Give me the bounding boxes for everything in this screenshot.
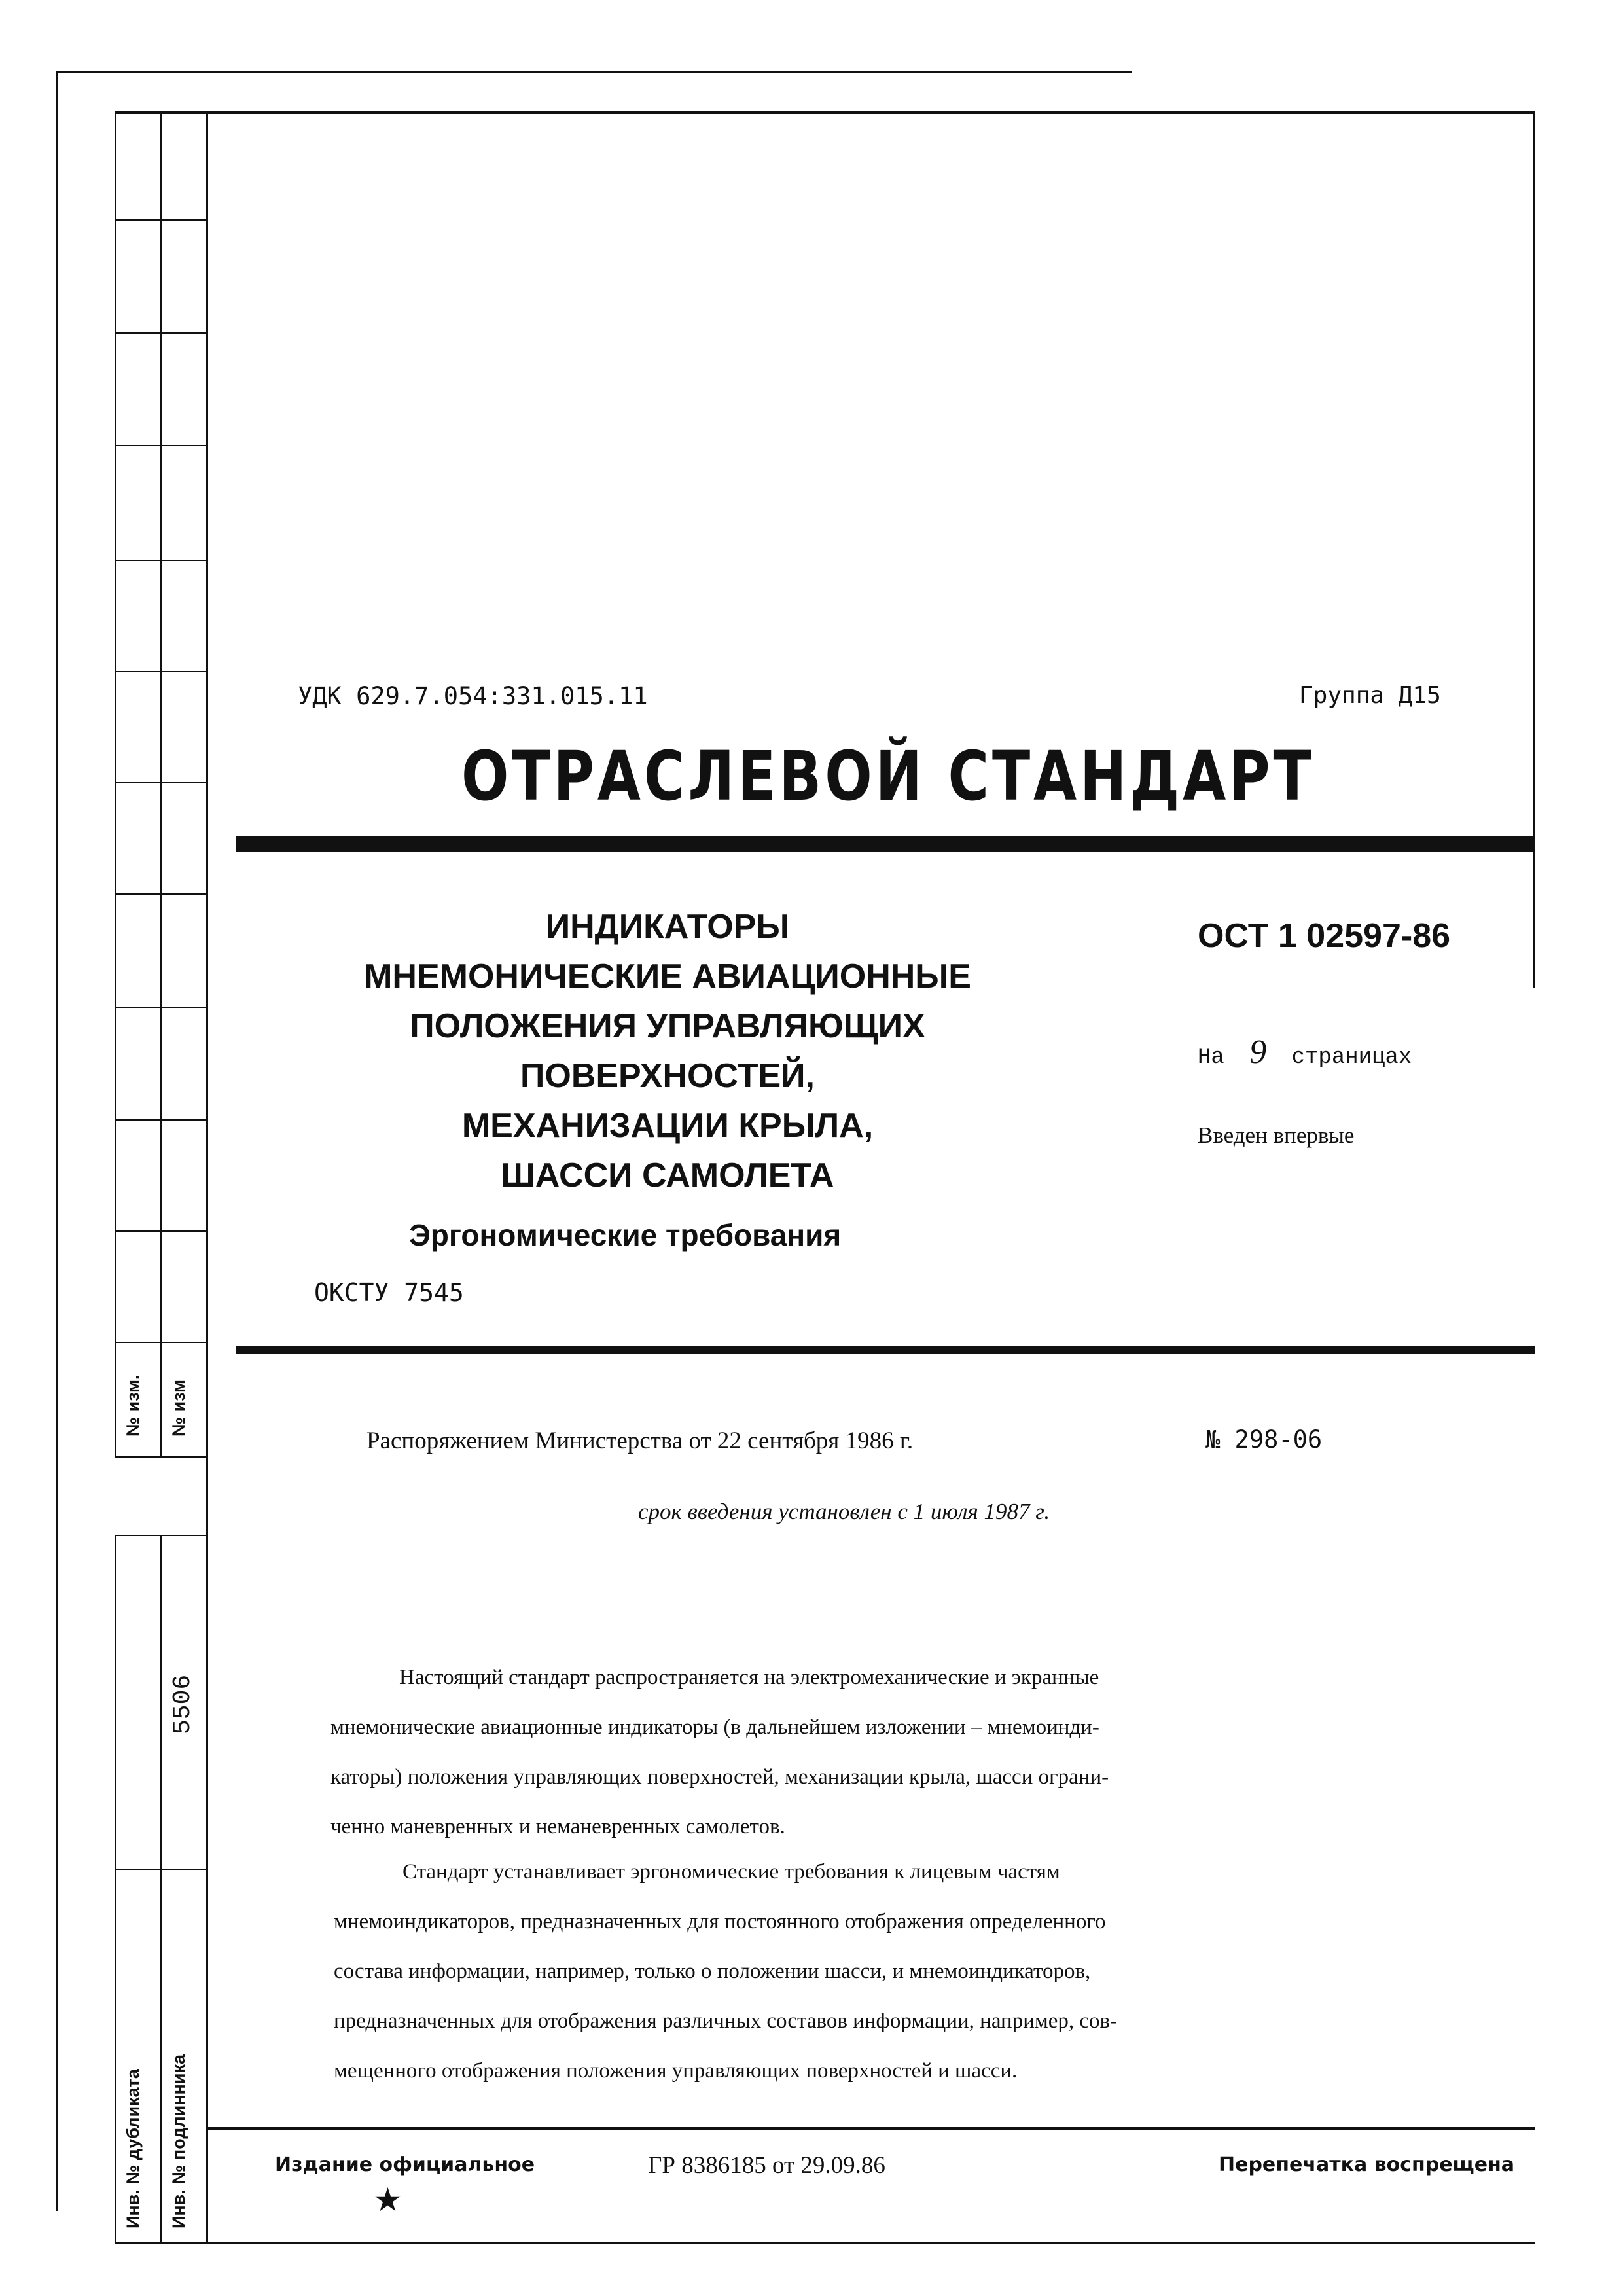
pages-suffix: страницах (1291, 1045, 1412, 1070)
frame-left-outer (56, 71, 58, 2211)
pages-prefix: На (1198, 1045, 1224, 1070)
standard-title (301, 902, 1034, 1200)
body-paragraph-1 (330, 1653, 1469, 1852)
frame-right (1533, 111, 1535, 988)
title-thick-rule (236, 836, 1535, 852)
stamp-row (115, 893, 207, 895)
main-title: ОТРАСЛЕВОЙ СТАНДАРТ (461, 736, 1315, 816)
stamp-row (115, 219, 207, 221)
pages-info (1198, 1033, 1412, 1071)
stamp-col-right (206, 111, 208, 2244)
body-line: состава информации, например, только о положении шасси, и мнемоиндикаторов, (334, 1960, 1091, 1983)
stamp-row (115, 1456, 207, 1458)
stamp-change-no-1: № изм. (123, 1374, 143, 1437)
stamp-change-no-2: № изм (169, 1380, 188, 1437)
stamp-row (115, 1119, 207, 1121)
body-line: Стандарт устанавливает эргономические требования к лицевым частям (402, 1860, 1060, 1884)
stamp-lower-left (115, 1535, 116, 2244)
body-line: ченно маневренных и неманевренных самолетов. (330, 1815, 785, 1839)
frame-top-outer (56, 71, 1132, 73)
registration-number: ГР 8386185 от 29.09.86 (648, 2152, 885, 2179)
effective-date: срок введения установлен с 1 июля 1987 г. (638, 1499, 1050, 1524)
stamp-lower-mid (160, 1535, 162, 2244)
standard-title-line: МЕХАНИЗАЦИИ КРЫЛА, (461, 1107, 874, 1145)
pages-count: 9 (1249, 1033, 1267, 1071)
stamp-row (115, 332, 207, 334)
standard-number: ОСТ 1 02597-86 (1198, 917, 1451, 955)
standard-title-line: ПОЛОЖЕНИЯ УПРАВЛЯЮЩИХ (410, 1007, 925, 1045)
introduced-status: Введен впервые (1198, 1122, 1355, 1148)
group-code: Группа Д15 (1299, 682, 1441, 709)
body-line: каторы) положения управляющих поверхностей, механизации крыла, шасси ограни- (330, 1765, 1109, 1789)
order-number: № 298-06 (1205, 1426, 1323, 1454)
standard-title-line: МНЕМОНИЧЕСКИЕ АВИАЦИОННЫЕ (364, 958, 971, 996)
udk-code: УДК 629.7.054:331.015.11 (298, 682, 648, 710)
body-paragraph-2 (334, 1847, 1472, 2096)
standard-title-line: ШАССИ САМОЛЕТА (501, 1157, 834, 1194)
edition-label: Издание официальное (275, 2153, 535, 2176)
frame-bottom (115, 2242, 1535, 2244)
order-text: Распоряжением Министерства от 22 сентября 1986 г. (366, 1427, 914, 1454)
stamp-col-mid (160, 111, 162, 1458)
stamp-original-inv-number: 5506 (169, 1674, 197, 1734)
stamp-original-label: Инв. № подлинника (169, 2054, 188, 2229)
body-line: предназначенных для отображения различных составов информации, например, сов- (334, 2009, 1118, 2033)
stamp-row (115, 445, 207, 446)
stamp-row (115, 1007, 207, 1008)
stamp-row (115, 1535, 207, 1536)
standard-title-line: ПОВЕРХНОСТЕЙ, (520, 1057, 815, 1095)
star-icon: ★ (373, 2181, 402, 2218)
stamp-row (115, 782, 207, 783)
stamp-duplicate-label: Инв. № дубликата (123, 2069, 143, 2229)
stamp-row (115, 1342, 207, 1343)
body-line: мнемонические авиационные индикаторы (в дальнейшем изложении – мнемоинди- (330, 1715, 1099, 1739)
reprint-notice: Перепечатка воспрещена (1219, 2153, 1515, 2176)
stamp-row (115, 560, 207, 561)
stamp-row (115, 1230, 207, 1232)
body-line: Настоящий стандарт распространяется на электромеханические и экранные (399, 1666, 1099, 1689)
okstu-code: ОКСТУ 7545 (314, 1278, 464, 1307)
standard-subtitle: Эргономические требования (409, 1218, 842, 1252)
footer-rule (206, 2127, 1535, 2130)
title-bottom-rule (236, 1346, 1535, 1354)
body-line: мещенного отображения положения управляющих поверхностей и шасси. (334, 2059, 1018, 2083)
standard-title-line: ИНДИКАТОРЫ (545, 908, 790, 946)
stamp-col-left (115, 111, 116, 1458)
body-line: мнемоиндикаторов, предназначенных для постоянного отображения определенного (334, 1910, 1106, 1933)
stamp-row (115, 1869, 207, 1870)
stamp-row (115, 671, 207, 672)
frame-top-inner (115, 111, 1535, 114)
